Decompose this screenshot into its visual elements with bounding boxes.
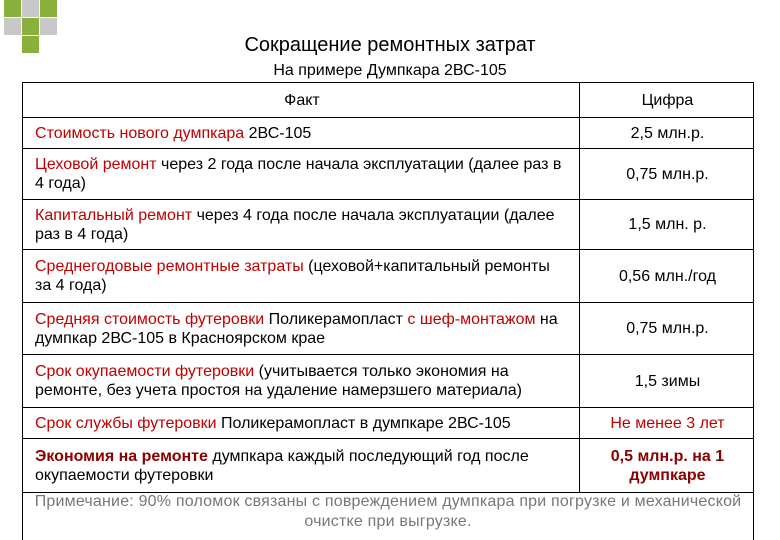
page-subtitle: На примере Думпкара 2ВС-105 — [273, 62, 507, 79]
footnote: Примечание: 90% поломок связаны с повреждением думпкара при погрузке и механической очистке при выгрузке. — [22, 489, 754, 540]
table-row — [23, 118, 754, 149]
table-header-row — [23, 83, 754, 118]
decor-square — [4, 0, 21, 17]
fact-highlight: Срок службы футеровки — [35, 414, 217, 432]
fact-highlight: Средняя стоимость футеровки — [35, 310, 265, 328]
fact-text: (цеховой+капитальный ремонты за 4 года) — [35, 258, 550, 294]
fact-cell — [23, 408, 580, 439]
page-title: Сокращение ремонтных затрат — [244, 34, 536, 56]
decor-square — [22, 0, 39, 17]
fact-text: через 2 года после начала эксплуатации (далее раз в 4 года) — [35, 156, 562, 192]
fact-cell — [23, 250, 580, 303]
fact-cell — [23, 200, 580, 250]
fact-text: 2ВС-105 — [244, 124, 312, 142]
fact-text: (учитывается только экономия на ремонте, без учета простоя на удаление намерзшего материала) — [35, 363, 522, 399]
value-cell: Не менее 3 лет — [579, 408, 753, 439]
fact-text: через 4 года после начала эксплуатации (далее раз в 4 года) — [35, 206, 555, 243]
decor-square — [40, 18, 57, 35]
value-cell: 1,5 зимы — [579, 355, 753, 408]
fact-highlight: Среднегодовые ремонтные затраты — [35, 258, 304, 275]
column-header-value: Цифра — [579, 83, 753, 118]
fact-cell — [23, 118, 580, 149]
fact-text: Поликерамопласт в думпкаре 2ВС-105 — [216, 414, 511, 432]
table-row — [23, 250, 754, 303]
table-row — [23, 303, 754, 355]
fact-highlight: Срок окупаемости футеровки — [35, 363, 255, 380]
value-cell: 2,5 млн.р. — [579, 118, 753, 149]
facts-table — [22, 82, 754, 493]
fact-cell — [23, 439, 580, 493]
fact-highlight: Стоимость нового думпкара — [35, 124, 245, 142]
table-row — [23, 149, 754, 200]
decor-square — [40, 0, 57, 17]
table-row — [23, 408, 754, 439]
table-row — [23, 439, 754, 493]
value-cell: 0,56 млн./год — [579, 250, 753, 303]
fact-cell — [23, 149, 580, 200]
value-cell: 0,75 млн.р. — [579, 149, 753, 200]
column-header-fact: Факт — [23, 83, 580, 118]
table-row — [23, 200, 754, 250]
fact-cell — [23, 303, 580, 355]
decor-square — [4, 18, 21, 35]
fact-highlight: Цеховой ремонт — [35, 156, 157, 173]
fact-text: Поликерамопласт — [264, 310, 408, 328]
fact-highlight: с шеф-монтажом — [407, 310, 536, 328]
value-cell: 0,5 млн.р. на 1 думпкаре — [579, 439, 753, 493]
fact-cell — [23, 355, 580, 408]
fact-text: думпкара каждый последующий год после окупаемости футеровки — [35, 447, 529, 484]
value-cell: 1,5 млн. р. — [579, 200, 753, 250]
fact-highlight: Капитальный ремонт — [35, 206, 193, 224]
fact-text: на думпкар 2ВС-105 в Красноярском крае — [35, 310, 558, 347]
table-row — [23, 355, 754, 408]
decor-square — [22, 18, 39, 35]
value-cell: 0,75 млн.р. — [579, 303, 753, 355]
fact-highlight: Экономия на ремонте — [35, 447, 208, 465]
